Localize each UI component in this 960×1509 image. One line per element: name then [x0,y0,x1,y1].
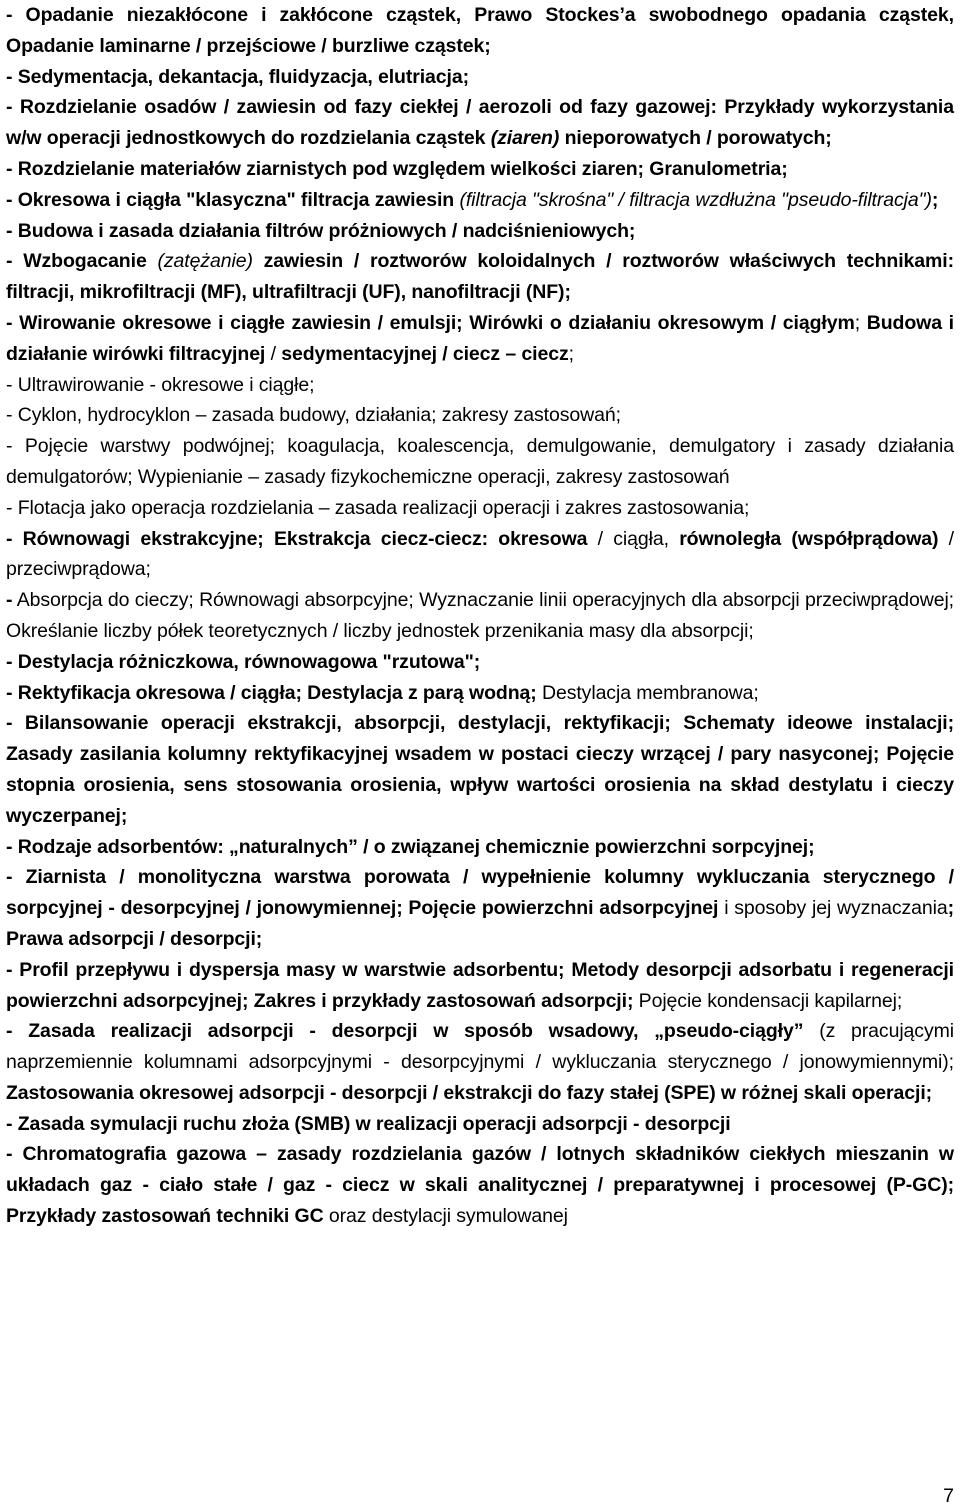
text-run: (ziaren) [490,127,560,150]
text-run: Destylacja membranowa; [536,681,759,704]
text-run: - Flotacja jako operacja rozdzielania – zasada realizacji operacji i zakres zastosowania; [6,496,750,519]
text-run: / przeciwprądowa; [6,527,954,581]
text-run: - [6,589,13,612]
text-run: - Wirowanie okresowe i ciągłe zawiesin / emulsji; Wirówki o działaniu okresowym / ciągłym [6,311,855,334]
text-run: i sposoby jej wyznaczania [718,897,948,920]
text-run: - Budowa i zasada działania filtrów próżniowych / nadciśnieniowych; [6,219,636,242]
text-run: - Wzbogacanie [6,250,158,273]
paragraph-9 [6,370,954,401]
paragraph-7 [6,246,954,308]
paragraph-13 [6,524,954,586]
text-run: ; [854,311,867,334]
text-run: - Zasada realizacji adsorpcji - desorpcji w sposób wsadowy, „pseudo-ciągły” [6,1020,804,1043]
text-run: oraz destylacji symulowanej [323,1205,568,1228]
text-run: ; [568,342,574,365]
text-run: / [265,342,282,365]
paragraph-2 [6,62,954,93]
text-run: nieporowatych / porowatych; [559,127,832,150]
paragraph-10 [6,400,954,431]
text-run: - Zasada symulacji ruchu złoża (SMB) w realizacji operacji adsorpcji - desorpcji [6,1112,731,1135]
paragraph-3 [6,92,954,154]
text-run: - Rozdzielanie osadów / zawiesin od fazy ciekłej / aerozoli od fazy gazowej: Przykłady wykorzystania w/w operacji jednostkowych do rozdzielania cząstek [6,96,954,150]
text-run: - Ultrawirowanie - okresowe i ciągłe; [6,373,315,396]
text-run: - Cyklon, hydrocyklon – zasada budowy, działania; zakresy zastosowań; [6,404,621,427]
text-run: - Opadanie niezakłócone i zakłócone cząstek, Prawo Stockes’a swobodnego opadania cząstek, Opadanie laminarne / przejściowe / burzliwe cząstek; [6,4,954,57]
paragraph-8 [6,308,954,370]
paragraph-14 [6,585,954,647]
paragraph-15 [6,647,954,678]
text-run: - Profil przepływu i dyspersja masy w warstwie adsorbentu; Metody desorpcji adsorbatu i regeneracji powierzchni adsorpcyjnej; Zakres i przykłady zastosowań adsorpcji; [6,958,954,1012]
paragraph-18 [6,832,954,863]
text-run: Absorpcja do cieczy; Równowagi absorpcyjne; Wyznaczanie linii operacyjnych dla absorpcji przeciwprądowej; Określanie liczby półek teoretycznych / liczby jednostek przenikania masy dla absorpcji; [6,589,954,642]
text-run: równoległa (współprądowa) [679,527,939,550]
text-run: ; [931,188,939,211]
paragraph-16 [6,678,954,709]
text-run: - Rodzaje adsorbentów: „naturalnych” / o związanej chemicznie powierzchni sorpcyjnej; [6,835,815,858]
paragraph-6 [6,216,954,247]
paragraph-1 [6,0,954,62]
paragraph-19 [6,862,954,954]
paragraph-4 [6,154,954,185]
paragraph-17 [6,708,954,831]
document-body [6,0,954,1232]
text-run: ; Prawa adsorpcji / desorpcji; [6,897,954,950]
paragraph-22 [6,1109,954,1140]
text-run: - Sedymentacja, dekantacja, fluidyzacja, elutriacja; [6,65,469,88]
text-run: - Równowagi ekstrakcyjne; Ekstrakcja ciecz-ciecz: okresowa [6,527,588,550]
text-run: - Pojęcie warstwy podwójnej; koagulacja, koalescencja, demulgowanie, demulgatory i zasady działania demulgatorów; Wypienianie – zasady fizykochemiczne operacji, zakresy zastosowań [6,435,954,488]
paragraph-5 [6,185,954,216]
text-run: - Ziarnista / monolityczna warstwa porowata / wypełnienie kolumny wykluczania sterycznego / sorpcyjnej - desorpcyjnej / jonowymiennej; Pojęcie powierzchni adsorpcyjnej [6,866,954,920]
text-run: - Destylacja różniczkowa, równowagowa "rzutowa"; [6,650,481,673]
text-run: / ciągła, [587,527,680,550]
text-run: sedymentacyjnej / ciecz – ciecz [281,342,569,365]
text-run: (z pracującymi naprzemiennie kolumnami adsorpcyjnymi - desorpcyjnymi / wykluczania sterycznego / jonowymiennymi); [6,1020,954,1074]
text-run: zawiesin / roztworów koloidalnych / roztworów właściwych technikami: filtracji, mikrofiltracji (MF), ultrafiltracji (UF), nanofiltracji (NF); [6,250,954,304]
paragraph-23 [6,1139,954,1231]
text-run: - Bilansowanie operacji ekstrakcji, absorpcji, destylacji, rektyfikacji; Schematy ideowe instalacji; Zasady zasilania kolumny rektyfikacyjnej wsadem w postaci cieczy wrzącej / pary nasyconej; Pojęcie stopnia orosienia, sens stosowania orosienia, wpływ wartości orosienia na skład destylatu i cieczy wyczerpanej; [6,712,954,827]
text-run: Pojęcie kondensacji kapilarnej; [633,989,903,1012]
paragraph-20 [6,955,954,1017]
text-run: - Chromatografia gazowa – zasady rozdzielania gazów / lotnych składników ciekłych mieszanin w układach gaz - ciało stałe / gaz - ciecz w skali analitycznej / preparatywnej i procesowej (P-GC); Przykłady zastosowań techniki GC [6,1143,954,1228]
paragraph-21 [6,1016,954,1108]
paragraph-12 [6,493,954,524]
text-run: - Rektyfikacja okresowa / ciągła; Destylacja z parą wodną; [6,681,537,704]
text-run: Budowa i działanie wirówki filtracyjnej [6,311,954,365]
text-run: (zatężanie) [157,250,253,273]
text-run: (filtracja "skrośna" / filtracja wzdłużna "pseudo-filtracja") [459,188,932,211]
page-number: 7 [943,1485,954,1507]
text-run: - Okresowa i ciągła "klasyczna" filtracja zawiesin [6,188,460,211]
paragraph-11 [6,431,954,493]
text-run: Zastosowania okresowej adsorpcji - desorpcji / ekstrakcji do fazy stałej (SPE) w różnej skali operacji; [6,1081,933,1104]
text-run: - Rozdzielanie materiałów ziarnistych pod względem wielkości ziaren; Granulometria; [6,157,788,180]
